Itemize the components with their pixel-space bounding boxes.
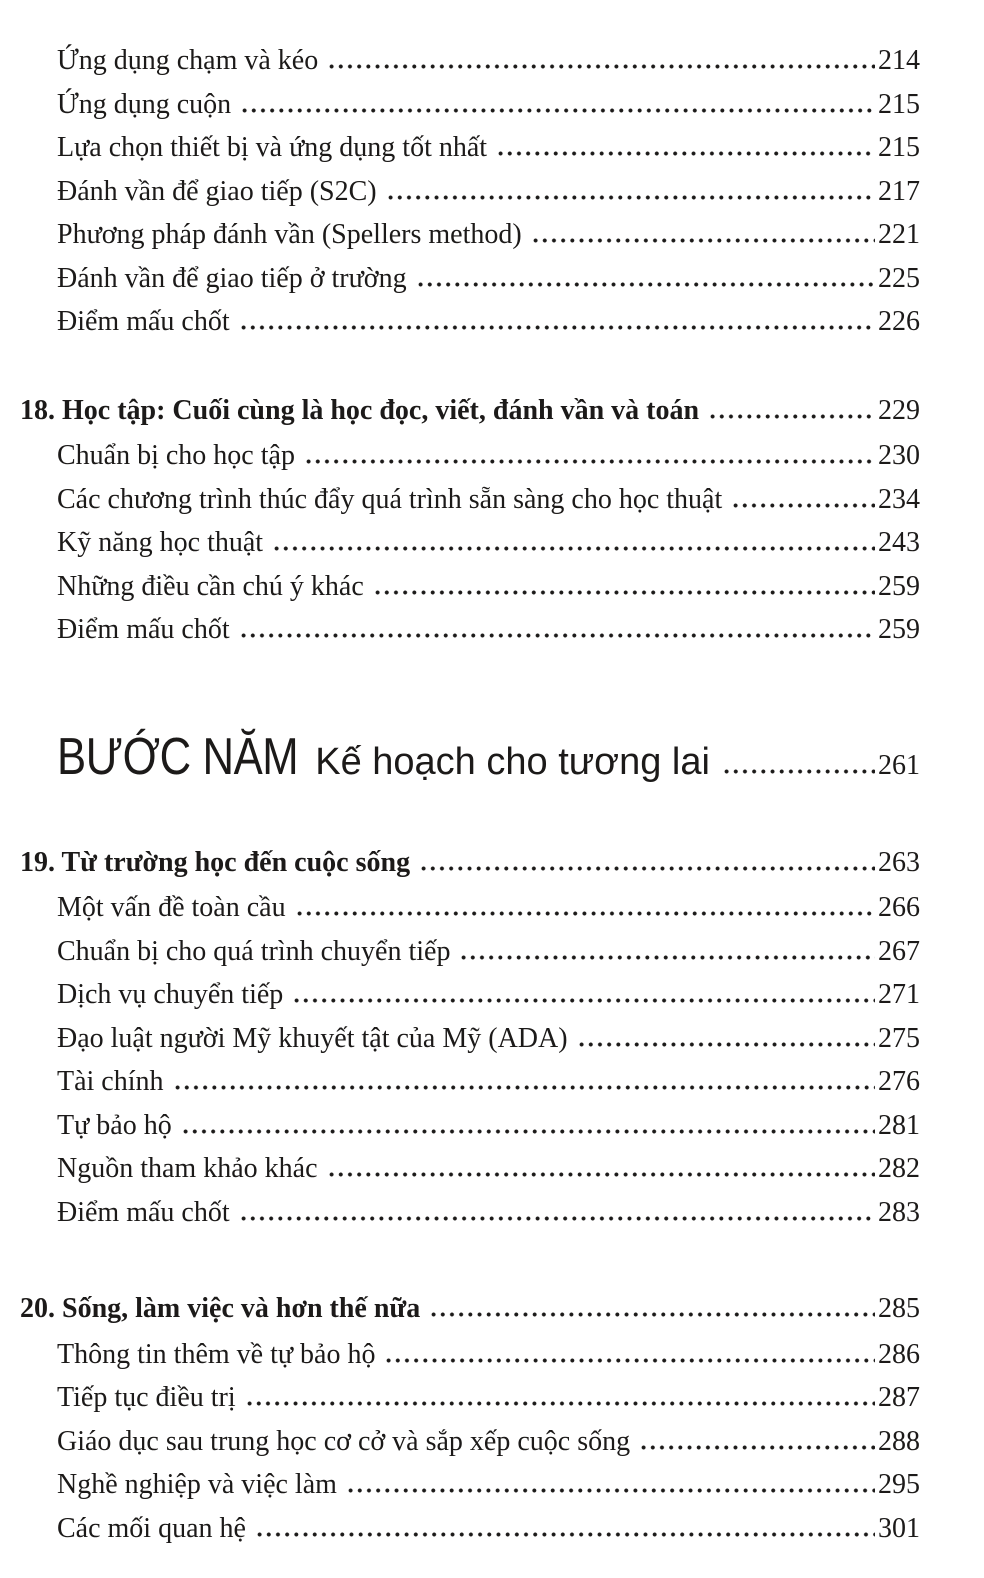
- chapter-18-items: [20, 434, 920, 652]
- chapter-heading-label: 20. Sống, làm việc và hơn thế nữa: [20, 1293, 421, 1324]
- toc-entry-row: [57, 83, 920, 127]
- toc-entry-row: [57, 170, 920, 214]
- dot-leader: [327, 64, 875, 69]
- toc-entry-page-number: 276: [878, 1066, 920, 1097]
- toc-entry-row: [57, 1191, 920, 1235]
- toc-entry-row: [57, 1333, 920, 1377]
- dot-leader: [459, 955, 875, 960]
- toc-entry-label: Ứng dụng cuộn: [57, 88, 232, 120]
- dot-leader: [239, 325, 875, 330]
- dot-leader: [295, 911, 875, 916]
- toc-entry-label: Đạo luật người Mỹ khuyết tật của Mỹ (ADA): [57, 1022, 568, 1054]
- dot-leader: [639, 1445, 875, 1450]
- toc-entry-label: Các mối quan hệ: [57, 1512, 246, 1544]
- toc-group-chapter-19: [20, 841, 920, 1235]
- dot-leader: [708, 414, 875, 419]
- toc-entry-page-number: 221: [878, 219, 920, 250]
- toc-entry-page-number: 217: [878, 175, 920, 207]
- dot-leader: [731, 503, 875, 508]
- part-title: BƯỚC NĂM: [57, 727, 299, 786]
- dot-leader: [255, 1532, 875, 1537]
- toc-entry-page-number: 214: [878, 45, 920, 76]
- toc-entry-label: Điểm mấu chốt: [57, 614, 230, 645]
- dot-leader: [419, 866, 875, 871]
- dot-leader: [173, 1085, 875, 1090]
- dot-leader: [429, 1312, 875, 1317]
- toc-entry-label: Điểm mấu chốt: [57, 1196, 230, 1228]
- chapter-page-number: 285: [878, 1293, 920, 1324]
- dot-leader: [416, 282, 875, 287]
- part-heading-row: [57, 726, 920, 797]
- dot-leader: [239, 633, 875, 638]
- chapter-heading-label: 19. Từ trường học đến cuộc sống: [20, 846, 411, 878]
- toc-entry-page-number: 283: [878, 1196, 920, 1228]
- toc-entry-row: [57, 930, 920, 974]
- toc-entry-label: Lựa chọn thiết bị và ứng dụng tốt nhất: [57, 132, 488, 163]
- chapter-heading-row: [20, 841, 920, 885]
- toc-entry-label: Các chương trình thúc đẩy quá trình sẵn sàng cho học thuật: [57, 483, 723, 515]
- toc-entry-page-number: 226: [878, 306, 920, 337]
- toc-entry-page-number: 259: [878, 570, 920, 602]
- toc-entry-label: Điểm mấu chốt: [57, 306, 230, 337]
- dot-leader: [722, 769, 875, 774]
- toc-entry-label: Một vấn đề toàn cầu: [57, 892, 286, 923]
- toc-entry-label: Phương pháp đánh vần (Spellers method): [57, 219, 522, 250]
- toc-entry-row: [57, 886, 920, 930]
- toc-entry-row: [57, 1376, 920, 1420]
- toc-entry-label: Chuẩn bị cho học tập: [57, 440, 295, 471]
- toc-entry-row: [57, 39, 920, 83]
- chapter-heading-label: 18. Học tập: Cuối cùng là học đọc, viết, đánh vần và toán: [20, 394, 700, 426]
- toc-entry-page-number: 266: [878, 892, 920, 923]
- toc-entry-row: [57, 565, 920, 609]
- toc-entry-label: Tài chính: [57, 1066, 164, 1097]
- toc-entry-page-number: 259: [878, 614, 920, 645]
- dot-leader: [384, 1358, 875, 1363]
- toc-entry-label: Ứng dụng chạm và kéo: [57, 45, 319, 76]
- toc-entry-page-number: 234: [878, 483, 920, 515]
- toc-entry-page-number: 230: [878, 440, 920, 471]
- toc-entry-page-number: 288: [878, 1425, 920, 1457]
- toc-entry-page-number: 225: [878, 262, 920, 294]
- toc-entry-label: Kỹ năng học thuật: [57, 527, 264, 558]
- dot-leader: [292, 998, 875, 1003]
- toc-entry-label: Những điều cần chú ý khác: [57, 570, 364, 602]
- toc-entry-page-number: 281: [878, 1109, 920, 1141]
- toc-entry-label: Đánh vần để giao tiếp ở trường: [57, 262, 407, 294]
- toc-entry-page-number: 275: [878, 1022, 920, 1054]
- toc-entry-page-number: 287: [878, 1382, 920, 1413]
- toc-entry-page-number: 282: [878, 1153, 920, 1184]
- toc-entry-page-number: 271: [878, 979, 920, 1010]
- toc-entry-label: Giáo dục sau trung học cơ cở và sắp xếp cuộc sống: [57, 1425, 631, 1457]
- part-page-number: 261: [878, 749, 920, 781]
- chapter-19-items: [20, 886, 920, 1234]
- toc-entry-row: [57, 478, 920, 522]
- dot-leader: [245, 1401, 875, 1406]
- toc-entry-label: Dịch vụ chuyển tiếp: [57, 979, 284, 1010]
- dot-leader: [577, 1042, 875, 1047]
- toc-entry-row: [57, 1060, 920, 1104]
- toc-entry-page-number: 286: [878, 1338, 920, 1370]
- dot-leader: [240, 108, 875, 113]
- toc-entry-label: Thông tin thêm về tự bảo hộ: [57, 1338, 376, 1370]
- toc-entry-row: [57, 1420, 920, 1464]
- dot-leader: [373, 590, 875, 595]
- dot-leader: [386, 195, 875, 200]
- toc-entry-page-number: 215: [878, 132, 920, 163]
- chapter-heading-row: [20, 1287, 920, 1331]
- chapter-20-items: [20, 1333, 920, 1551]
- toc-entry-label: Nguồn tham khảo khác: [57, 1153, 318, 1184]
- toc-entry-page-number: 295: [878, 1469, 920, 1500]
- dot-leader: [496, 151, 875, 156]
- toc-entry-row: [57, 521, 920, 565]
- toc-entry-row: [57, 973, 920, 1017]
- toc-entry-row: [57, 1507, 920, 1551]
- toc-entry-page-number: 301: [878, 1512, 920, 1544]
- chapter-page-number: 229: [878, 394, 920, 426]
- toc-entry-row: [57, 434, 920, 478]
- chapter-heading-row: [20, 389, 920, 433]
- toc-entry-row: [57, 126, 920, 170]
- toc-group-ch17-items: [20, 39, 920, 344]
- toc-entry-page-number: 215: [878, 88, 920, 120]
- part-subtitle: Kế hoạch cho tương lai: [315, 740, 710, 783]
- toc-group-chapter-18: [20, 389, 920, 652]
- toc-entry-label: Tiếp tục điều trị: [57, 1382, 236, 1413]
- toc-entry-label: Chuẩn bị cho quá trình chuyển tiếp: [57, 935, 451, 967]
- toc-group-chapter-20: [20, 1287, 920, 1550]
- dot-leader: [239, 1216, 875, 1221]
- toc-entry-row: [57, 213, 920, 257]
- toc-entry-row: [57, 1104, 920, 1148]
- toc-entry-row: [57, 1017, 920, 1061]
- toc-entry-label: Đánh vần để giao tiếp (S2C): [57, 175, 377, 207]
- toc-entry-row: [57, 300, 920, 344]
- dot-leader: [272, 546, 875, 551]
- dot-leader: [304, 459, 875, 464]
- toc-entry-row: [57, 1463, 920, 1507]
- toc-entry-label: Nghề nghiệp và việc làm: [57, 1469, 337, 1500]
- toc-entry-row: [57, 1147, 920, 1191]
- toc-entry-page-number: 243: [878, 527, 920, 558]
- toc-entry-row: [57, 608, 920, 652]
- toc-entry-page-number: 267: [878, 935, 920, 967]
- chapter-page-number: 263: [878, 846, 920, 878]
- dot-leader: [346, 1488, 875, 1493]
- dot-leader: [327, 1172, 876, 1177]
- dot-leader: [531, 238, 875, 243]
- dot-leader: [181, 1129, 875, 1134]
- toc-entry-label: Tự bảo hộ: [57, 1109, 172, 1141]
- toc-entry-row: [57, 257, 920, 301]
